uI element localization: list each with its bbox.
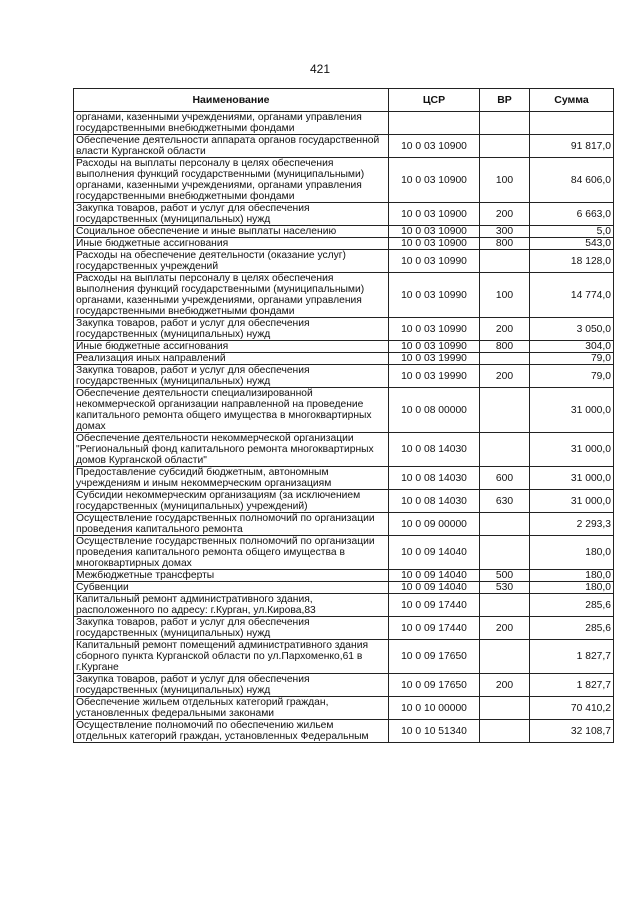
cell-sum: 31 000,0: [530, 388, 614, 433]
cell-name: Закупка товаров, работ и услуг для обеспечения государственных (муниципальных) нужд: [74, 674, 389, 697]
cell-vr: [480, 720, 530, 743]
cell-sum: 3 050,0: [530, 318, 614, 341]
table-row: [74, 582, 614, 594]
page-number: 421: [309, 62, 331, 76]
cell-name: Обеспечение деятельности специализированной некоммерческой организации направленной на проведение капитального ремонта общего имущества в многоквартирных домах: [74, 388, 389, 433]
cell-sum: 70 410,2: [530, 697, 614, 720]
cell-vr: [480, 353, 530, 365]
cell-name: Осуществление полномочий по обеспечению жильем отдельных категорий граждан, установленных Федеральным: [74, 720, 389, 743]
table-row: [74, 720, 614, 743]
cell-csr: 10 0 09 17650: [389, 640, 480, 674]
cell-csr: 10 0 09 17440: [389, 617, 480, 640]
table-row: [74, 273, 614, 318]
cell-vr: 200: [480, 365, 530, 388]
cell-sum: 5,0: [530, 226, 614, 238]
cell-csr: 10 0 03 10990: [389, 250, 480, 273]
cell-name: Иные бюджетные ассигнования: [74, 238, 389, 250]
cell-name: органами, казенными учреждениями, органами управления государственными внебюджетными фондами: [74, 112, 389, 135]
cell-name: Субсидии некоммерческим организациям (за исключением государственных (муниципальных) учреждений): [74, 490, 389, 513]
cell-sum: 304,0: [530, 341, 614, 353]
cell-name: Капитальный ремонт административного здания, расположенного по адресу: г.Курган, ул.Кирова,83: [74, 594, 389, 617]
header-vr: ВР: [480, 89, 530, 112]
cell-csr: 10 0 09 14040: [389, 582, 480, 594]
table-row: [74, 353, 614, 365]
cell-csr: 10 0 10 00000: [389, 697, 480, 720]
cell-vr: 600: [480, 467, 530, 490]
cell-csr: 10 0 09 14040: [389, 570, 480, 582]
cell-sum: 180,0: [530, 570, 614, 582]
cell-sum: 543,0: [530, 238, 614, 250]
cell-sum: [530, 112, 614, 135]
cell-csr: 10 0 09 14040: [389, 536, 480, 570]
table-row: [74, 341, 614, 353]
cell-vr: [480, 594, 530, 617]
cell-name: Реализация иных направлений: [74, 353, 389, 365]
table-row: [74, 365, 614, 388]
cell-csr: 10 0 03 19990: [389, 353, 480, 365]
cell-vr: [480, 640, 530, 674]
cell-sum: 79,0: [530, 353, 614, 365]
cell-vr: [480, 135, 530, 158]
cell-vr: [480, 112, 530, 135]
cell-sum: 31 000,0: [530, 467, 614, 490]
cell-name: Закупка товаров, работ и услуг для обеспечения государственных (муниципальных) нужд: [74, 203, 389, 226]
cell-csr: 10 0 03 10900: [389, 203, 480, 226]
cell-name: Расходы на выплаты персоналу в целях обеспечения выполнения функций государственными (муниципальными) органами, казенными учреждениями, органами управления государственными внебюджетными фондами: [74, 273, 389, 318]
table-row: [74, 536, 614, 570]
header-name: Наименование: [74, 89, 389, 112]
table-row: [74, 112, 614, 135]
cell-csr: 10 0 03 10900: [389, 158, 480, 203]
cell-name: Капитальный ремонт помещений административного здания сборного пункта Курганской области по ул.Пархоменко,61 в г.Кургане: [74, 640, 389, 674]
cell-name: Закупка товаров, работ и услуг для обеспечения государственных (муниципальных) нужд: [74, 617, 389, 640]
budget-table: [73, 88, 614, 743]
table-row: [74, 594, 614, 617]
table-row: [74, 203, 614, 226]
cell-vr: 200: [480, 617, 530, 640]
table-row: [74, 697, 614, 720]
header-sum: Сумма: [530, 89, 614, 112]
table-row: [74, 617, 614, 640]
cell-vr: [480, 536, 530, 570]
cell-vr: 800: [480, 238, 530, 250]
cell-name: Обеспечение деятельности некоммерческой организации "Региональный фонд капитального ремонта многоквартирных домов Курганской области": [74, 433, 389, 467]
cell-name: Обеспечение деятельности аппарата органов государственной власти Курганской области: [74, 135, 389, 158]
cell-sum: 31 000,0: [530, 433, 614, 467]
cell-csr: [389, 112, 480, 135]
table-row: [74, 388, 614, 433]
cell-vr: 200: [480, 318, 530, 341]
cell-vr: 200: [480, 674, 530, 697]
header-csr: ЦСР: [389, 89, 480, 112]
cell-name: Осуществление государственных полномочий по организации проведения капитального ремонта общего имущества в многоквартирных домах: [74, 536, 389, 570]
cell-vr: [480, 513, 530, 536]
cell-sum: 91 817,0: [530, 135, 614, 158]
cell-name: Расходы на выплаты персоналу в целях обеспечения выполнения функций государственными (муниципальными) органами, казенными учреждениями, органами управления государственными внебюджетными фондами: [74, 158, 389, 203]
cell-csr: 10 0 09 17440: [389, 594, 480, 617]
cell-sum: 285,6: [530, 617, 614, 640]
cell-sum: 18 128,0: [530, 250, 614, 273]
cell-name: Закупка товаров, работ и услуг для обеспечения государственных (муниципальных) нужд: [74, 318, 389, 341]
cell-sum: 84 606,0: [530, 158, 614, 203]
cell-csr: 10 0 08 14030: [389, 467, 480, 490]
cell-sum: 79,0: [530, 365, 614, 388]
table-row: [74, 674, 614, 697]
cell-csr: 10 0 03 19990: [389, 365, 480, 388]
cell-csr: 10 0 03 10900: [389, 135, 480, 158]
table-row: [74, 318, 614, 341]
cell-vr: 100: [480, 273, 530, 318]
cell-name: Иные бюджетные ассигнования: [74, 341, 389, 353]
table-row: [74, 490, 614, 513]
cell-sum: 180,0: [530, 582, 614, 594]
table-row: [74, 238, 614, 250]
cell-vr: 500: [480, 570, 530, 582]
cell-sum: 31 000,0: [530, 490, 614, 513]
cell-csr: 10 0 03 10990: [389, 318, 480, 341]
cell-name: Социальное обеспечение и иные выплаты населению: [74, 226, 389, 238]
cell-csr: 10 0 10 51340: [389, 720, 480, 743]
table-row: [74, 467, 614, 490]
table-header-row: [74, 89, 614, 112]
table-row: [74, 640, 614, 674]
table-row: [74, 570, 614, 582]
cell-sum: 14 774,0: [530, 273, 614, 318]
cell-name: Предоставление субсидий бюджетным, автономным учреждениям и иным некоммерческим организациям: [74, 467, 389, 490]
cell-csr: 10 0 08 00000: [389, 388, 480, 433]
cell-csr: 10 0 03 10900: [389, 226, 480, 238]
table-row: [74, 250, 614, 273]
cell-name: Обеспечение жильем отдельных категорий граждан, установленных федеральными законами: [74, 697, 389, 720]
cell-csr: 10 0 03 10990: [389, 341, 480, 353]
cell-name: Расходы на обеспечение деятельности (оказание услуг) государственных учреждений: [74, 250, 389, 273]
table-row: [74, 135, 614, 158]
cell-csr: 10 0 08 14030: [389, 490, 480, 513]
cell-vr: 300: [480, 226, 530, 238]
cell-vr: 800: [480, 341, 530, 353]
cell-vr: [480, 433, 530, 467]
cell-vr: [480, 388, 530, 433]
cell-vr: 200: [480, 203, 530, 226]
cell-name: Осуществление государственных полномочий по организации проведения капитального ремонта: [74, 513, 389, 536]
cell-vr: 530: [480, 582, 530, 594]
cell-vr: 100: [480, 158, 530, 203]
cell-csr: 10 0 03 10900: [389, 238, 480, 250]
cell-vr: [480, 697, 530, 720]
cell-name: Субвенции: [74, 582, 389, 594]
cell-csr: 10 0 08 14030: [389, 433, 480, 467]
cell-sum: 1 827,7: [530, 674, 614, 697]
cell-name: Закупка товаров, работ и услуг для обеспечения государственных (муниципальных) нужд: [74, 365, 389, 388]
cell-sum: 285,6: [530, 594, 614, 617]
table-row: [74, 158, 614, 203]
cell-csr: 10 0 09 17650: [389, 674, 480, 697]
cell-sum: 32 108,7: [530, 720, 614, 743]
cell-sum: 6 663,0: [530, 203, 614, 226]
cell-sum: 1 827,7: [530, 640, 614, 674]
cell-vr: [480, 250, 530, 273]
cell-sum: 180,0: [530, 536, 614, 570]
table-row: [74, 433, 614, 467]
table-row: [74, 513, 614, 536]
cell-sum: 2 293,3: [530, 513, 614, 536]
table-row: [74, 226, 614, 238]
cell-vr: 630: [480, 490, 530, 513]
cell-csr: 10 0 03 10990: [389, 273, 480, 318]
cell-csr: 10 0 09 00000: [389, 513, 480, 536]
cell-name: Межбюджетные трансферты: [74, 570, 389, 582]
